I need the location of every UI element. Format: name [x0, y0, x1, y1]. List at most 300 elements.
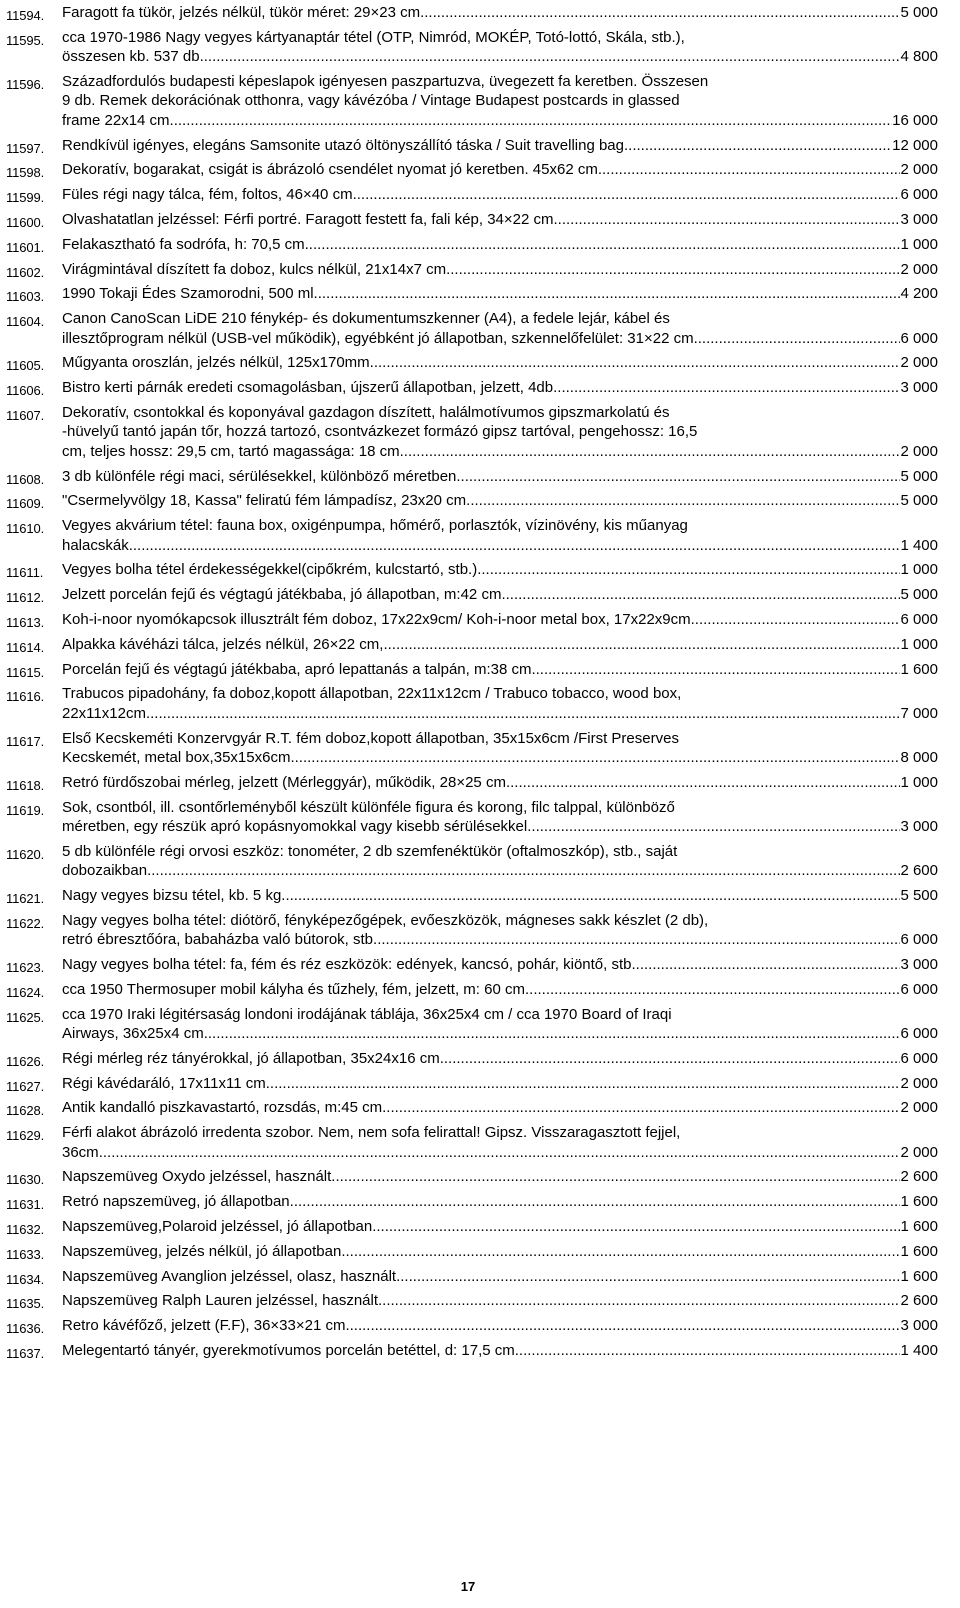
- lot-price: 2 000: [900, 161, 938, 179]
- dot-leader: [553, 378, 900, 397]
- lot-entry: [6, 1267, 938, 1286]
- lot-price: 3 000: [900, 955, 938, 973]
- lot-description-line: Műgyanta oroszlán, jelzés nélkül, 125x170mm: [62, 354, 370, 372]
- lot-number: 11597.: [6, 140, 45, 156]
- lot-price-line: [62, 1242, 938, 1261]
- lot-price: 5 500: [900, 886, 938, 904]
- lot-entry: [6, 610, 938, 629]
- lot-number: 11635.: [6, 1296, 45, 1312]
- lot-price: 1 600: [900, 660, 938, 678]
- lot-number: 11601.: [6, 239, 45, 255]
- lot-description: [62, 3, 938, 22]
- dot-leader: [531, 817, 900, 836]
- lot-description: [62, 660, 938, 679]
- lot-entry: [6, 378, 938, 397]
- lot-price-line: [62, 1024, 938, 1043]
- lot-number: 11626.: [6, 1053, 45, 1069]
- lot-price: 2 600: [900, 1292, 938, 1310]
- lot-number: 11609.: [6, 496, 45, 512]
- lot-price-line: [62, 886, 938, 905]
- lot-description: [62, 560, 938, 579]
- lot-price-line: [62, 704, 938, 723]
- lot-description: [62, 1341, 938, 1360]
- lot-description: [62, 955, 938, 974]
- lot-description-line: cca 1950 Thermosuper mobil kályha és tűzhely, fém, jelzett, m: 60 cm: [62, 980, 525, 998]
- lot-description: [62, 160, 938, 179]
- lot-description-line: 1990 Tokaji Édes Szamorodni, 500 ml: [62, 285, 314, 303]
- lot-description-line: Porcelán fejű és végtagú játékbaba, apró lepattanás a talpán, m:38 cm: [62, 660, 532, 678]
- lot-price: 2 600: [900, 1168, 938, 1186]
- lot-description: [62, 309, 938, 348]
- lot-description: [62, 1316, 938, 1335]
- lot-price: 16 000: [892, 111, 938, 129]
- lot-description: [62, 467, 938, 486]
- lot-price-line: [62, 1316, 938, 1335]
- dot-leader: [290, 1192, 901, 1211]
- lot-description-line: "Csermelyvölgy 18, Kassa" feliratú fém lámpadísz, 23x20 cm: [62, 492, 467, 510]
- lot-description: [62, 911, 938, 950]
- lot-entry: [6, 1098, 938, 1117]
- lot-price-line: [62, 185, 938, 204]
- lot-price: 5 000: [900, 467, 938, 485]
- lot-description-line: Füles régi nagy tálca, fém, foltos, 46×40 cm: [62, 186, 353, 204]
- dot-leader: [200, 47, 901, 66]
- lot-description-line: Virágmintával díszített fa doboz, kulcs nélkül, 21x14x7 cm: [62, 260, 447, 278]
- lot-description: [62, 210, 938, 229]
- lot-entry: [6, 842, 938, 881]
- lot-price: 5 000: [900, 586, 938, 604]
- lot-description-line: Nagy vegyes bolha tétel: fa, fém és réz eszközök: edények, kancsó, pohár, kiöntő, stb.: [62, 955, 636, 973]
- dot-leader: [531, 660, 900, 679]
- lot-price-line: [62, 930, 938, 949]
- page-number: 17: [460, 1579, 476, 1594]
- lot-price: 1 600: [900, 1267, 938, 1285]
- dot-leader: [396, 1267, 900, 1286]
- lot-number: 11611.: [6, 565, 44, 581]
- lot-price-line: [62, 585, 938, 604]
- lot-price: 1 000: [900, 235, 938, 253]
- lot-price-line: [62, 235, 938, 254]
- lot-price: 2 000: [900, 354, 938, 372]
- lot-description: [62, 1267, 938, 1286]
- lot-description: [62, 516, 938, 555]
- lot-description: [62, 491, 938, 510]
- dot-leader: [694, 329, 901, 348]
- dot-leader: [314, 284, 901, 303]
- lot-number: 11623.: [6, 959, 45, 975]
- lot-number: 11613.: [6, 614, 45, 630]
- lot-description-line: 5 db különféle régi orvosi eszköz: tonométer, 2 db szemfenéktükör (oftalmoszkóp), stb., saját: [62, 842, 678, 860]
- dot-leader: [99, 1143, 901, 1162]
- lot-entry: [6, 1242, 938, 1261]
- lot-description-line: Bistro kerti párnák eredeti csomagolásban, újszerű állapotban, jelzett, 4db: [62, 379, 554, 397]
- dot-leader: [420, 3, 900, 22]
- lot-description-line: Faragott fa tükör, jelzés nélkül, tükör méret: 29×23 cm: [62, 4, 421, 21]
- lot-price-line: [62, 817, 938, 836]
- lot-number: 11636.: [6, 1321, 45, 1337]
- lot-price-line: [62, 1267, 938, 1286]
- lot-description: [62, 980, 938, 999]
- dot-leader: [331, 1167, 900, 1186]
- lot-description: [62, 1049, 938, 1068]
- lot-description-line: Vegyes bolha tétel érdekességekkel(cipőkrém, kulcstartó, stb.): [62, 561, 478, 579]
- lot-entry: [6, 635, 938, 654]
- dot-leader: [341, 1242, 900, 1261]
- dot-leader: [147, 861, 900, 880]
- lot-description-line: halacskák: [62, 536, 129, 554]
- lot-description-line: Retro kávéfőző, jelzett (F.F), 36×33×21 cm: [62, 1317, 346, 1335]
- lot-description: [62, 842, 938, 881]
- dot-leader: [370, 353, 901, 372]
- lot-description-line: cca 1970 Iraki légitérsaság londoni irodájának táblája, 36x25x4 cm / cca 1970 Board of Iraqi: [62, 1005, 672, 1023]
- lot-price-line: [62, 467, 938, 486]
- lot-description-line: Antik kandalló piszkavastartó, rozsdás, m:45 cm: [62, 1099, 383, 1117]
- lot-description-line: Nagy vegyes bolha tétel: diótörő, fényképezőgépek, evőeszközök, mágneses sakk készlet (2 db),: [62, 911, 709, 929]
- lot-number: 11625.: [6, 1009, 45, 1025]
- lot-description: [62, 1291, 938, 1310]
- lot-price: 3 000: [900, 379, 938, 397]
- lot-description: [62, 773, 938, 792]
- lot-price: 12 000: [892, 136, 938, 154]
- lot-description: [62, 798, 938, 837]
- lot-description-line: Felakasztható fa sodrófa, h: 70,5 cm: [62, 235, 305, 253]
- lot-description: [62, 260, 938, 279]
- lot-price-line: [62, 1167, 938, 1186]
- lot-entry: [6, 467, 938, 486]
- dot-leader: [515, 1341, 901, 1360]
- dot-leader: [477, 560, 900, 579]
- lot-price-line: [62, 1143, 938, 1162]
- lot-description: [62, 235, 938, 254]
- lot-number: 11624.: [6, 984, 45, 1000]
- lot-description-line: 9 db. Remek dekorációnak otthonra, vagy kávézóba / Vintage Budapest postcards in glassed: [62, 92, 680, 110]
- dot-leader: [636, 955, 901, 974]
- lot-entry: [6, 560, 938, 579]
- lot-description-line: Napszemüveg Avanglion jelzéssel, olasz, használt: [62, 1267, 397, 1285]
- dot-leader: [624, 136, 892, 155]
- lot-price-line: [62, 1098, 938, 1117]
- lot-price: 2 000: [900, 442, 938, 460]
- lot-description-line: -hüvelyű tantó japán tőr, hozzá tartozó, csontvázkezet formázó gipsz tartóval, pengehossz: 16,5: [62, 423, 698, 441]
- lot-entry: [6, 1192, 938, 1211]
- lot-entry: [6, 160, 938, 179]
- dot-leader: [400, 442, 901, 461]
- lot-price-line: [62, 1192, 938, 1211]
- lot-price-line: [62, 861, 938, 880]
- lot-price-line: [62, 560, 938, 579]
- lot-price-line: [62, 160, 938, 179]
- lot-entry: [6, 1217, 938, 1236]
- lot-description-line: Retró fürdőszobai mérleg, jelzett (Mérleggyár), működik, 28×25 cm: [62, 773, 506, 791]
- dot-leader: [204, 1024, 901, 1043]
- lot-description-line: Sok, csontból, ill. csontőrleményből készült különféle figura és korong, filc talppal, különböző: [62, 798, 675, 816]
- lot-description: [62, 403, 938, 461]
- lot-description: [62, 1098, 938, 1117]
- lot-entry: [6, 773, 938, 792]
- lot-price-line: [62, 210, 938, 229]
- lot-entry: [6, 955, 938, 974]
- lot-price: 1 400: [900, 1341, 938, 1359]
- dot-leader: [501, 585, 900, 604]
- lot-number: 11618.: [6, 777, 45, 793]
- lot-number: 11634.: [6, 1271, 45, 1287]
- lot-description-line: cm, teljes hossz: 29,5 cm, tartó magassága: 18 cm: [62, 442, 400, 460]
- lot-price-line: [62, 1341, 938, 1360]
- lot-entry: [6, 684, 938, 723]
- dot-leader: [377, 930, 900, 949]
- lot-number: 11608.: [6, 471, 45, 487]
- lot-price: 1 000: [900, 561, 938, 579]
- dot-leader: [266, 1074, 901, 1093]
- lot-price-line: [62, 635, 938, 654]
- lot-number: 11615.: [6, 664, 45, 680]
- lot-description-line: Dekoratív, csontokkal és koponyával gazdagon díszített, halálmotívumos gipszmarkolatú és: [62, 403, 670, 421]
- lot-price-line: [62, 660, 938, 679]
- lot-price: 2 000: [900, 1143, 938, 1161]
- lot-description-line: Régi kávédaráló, 17x11x11 cm: [62, 1074, 266, 1092]
- lot-description-line: Dekoratív, bogarakat, csigát is ábrázoló csendélet nyomat jó keretben. 45x62 cm: [62, 161, 598, 179]
- lot-number: 11631.: [6, 1197, 45, 1213]
- lot-description-line: Napszemüveg, jelzés nélkül, jó állapotban: [62, 1242, 342, 1260]
- lot-number: 11605.: [6, 358, 45, 374]
- lot-description-line: Régi mérleg réz tányérokkal, jó állapotban, 35x24x16 cm: [62, 1049, 440, 1067]
- dot-leader: [598, 160, 901, 179]
- lot-price: 6 000: [900, 1049, 938, 1067]
- lot-price: 5 000: [900, 492, 938, 510]
- dot-leader: [553, 210, 900, 229]
- lot-entry: [6, 1123, 938, 1162]
- dot-leader: [345, 1316, 900, 1335]
- lot-description: [62, 585, 938, 604]
- dot-leader: [305, 235, 901, 254]
- lot-description: [62, 1167, 938, 1186]
- lot-entry: [6, 516, 938, 555]
- lot-entry: [6, 491, 938, 510]
- lot-price: 4 800: [900, 48, 938, 66]
- dot-leader: [466, 491, 900, 510]
- lot-price: 3 000: [900, 817, 938, 835]
- lot-price-line: [62, 980, 938, 999]
- lot-number: 11596.: [6, 77, 45, 92]
- dot-leader: [372, 1217, 900, 1236]
- lot-description-line: Vegyes akvárium tétel: fauna box, oxigénpumpa, hőmérő, porlasztók, vízinövény, kis műanyag: [62, 517, 688, 535]
- lot-description-line: Koh-i-noor nyomókapcsok illusztrált fém doboz, 17x22x9cm/ Koh-i-noor metal box, 17x22x9cm: [62, 610, 691, 628]
- lot-description: [62, 284, 938, 303]
- lot-number: 11619.: [6, 802, 45, 818]
- dot-leader: [382, 1098, 900, 1117]
- lot-description: [62, 729, 938, 768]
- lot-number: 11599.: [6, 190, 45, 206]
- lot-price: 1 600: [900, 1193, 938, 1211]
- lot-description-line: Nagy vegyes bizsu tétel, kb. 5 kg: [62, 886, 282, 904]
- lot-entry: [6, 28, 938, 67]
- lot-price: 1 600: [900, 1217, 938, 1235]
- lot-price-line: [62, 748, 938, 767]
- lot-price-line: [62, 3, 938, 22]
- lot-number: 11628.: [6, 1103, 45, 1119]
- lot-number: 11607.: [6, 407, 45, 423]
- lot-entry: [6, 886, 938, 905]
- lot-price: 2 600: [900, 862, 938, 880]
- lot-description-line: frame 22x14 cm: [62, 111, 170, 129]
- lot-price-line: [62, 353, 938, 372]
- lot-price-line: [62, 491, 938, 510]
- dot-leader: [383, 635, 900, 654]
- lot-description-line: Canon CanoScan LiDE 210 fénykép- és dokumentumszkenner (A4), a fedele lejár, kábel és: [62, 310, 670, 328]
- lot-entry: [6, 798, 938, 837]
- lot-number: 11620.: [6, 846, 45, 862]
- lot-description: [62, 28, 938, 67]
- lot-price-line: [62, 536, 938, 555]
- lot-entry: [6, 353, 938, 372]
- lot-description-line: Alpakka kávéházi tálca, jelzés nélkül, 26×22 cm,: [62, 635, 384, 653]
- lot-entry: [6, 980, 938, 999]
- dot-leader: [446, 260, 900, 279]
- dot-leader: [281, 886, 900, 905]
- lot-price-line: [62, 1049, 938, 1068]
- lot-number: 11604.: [6, 314, 45, 330]
- lot-description-line: Férfi alakot ábrázoló irredenta szobor. Nem, nem sofa felirattal! Gipsz. Visszaragasztott fejjel,: [62, 1124, 681, 1142]
- lot-entry: [6, 235, 938, 254]
- dot-leader: [146, 704, 901, 723]
- lot-entry: [6, 210, 938, 229]
- dot-leader: [170, 111, 893, 130]
- lot-number: 11616.: [6, 689, 45, 705]
- lot-price: 6 000: [900, 186, 938, 204]
- lot-entry: [6, 284, 938, 303]
- lot-entry: [6, 136, 938, 155]
- lot-number: 11637.: [6, 1345, 45, 1361]
- lot-description: [62, 1217, 938, 1236]
- lot-price: 4 200: [900, 285, 938, 303]
- lot-number: 11610.: [6, 521, 45, 537]
- lot-price: 5 000: [900, 4, 938, 21]
- lot-description-line: méretben, egy részük apró kopásnyomokkal vagy kisebb sérülésekkel.: [62, 817, 532, 835]
- lot-entry: [6, 729, 938, 768]
- lot-price: 6 000: [900, 610, 938, 628]
- lot-number: 11603.: [6, 289, 45, 305]
- lot-price-line: [62, 610, 938, 629]
- lot-price: 6 000: [900, 980, 938, 998]
- lot-number: 11632.: [6, 1221, 45, 1237]
- lot-price-line: [62, 111, 938, 130]
- lot-description-line: Első Kecskeméti Konzervgyár R.T. fém doboz,kopott állapotban, 35x15x6cm /First Preserves: [62, 729, 679, 747]
- lot-description-line: Olvashatatlan jelzéssel: Férfi portré. Faragott festett fa, fali kép, 34×22 cm: [62, 211, 554, 228]
- lot-price-line: [62, 1217, 938, 1236]
- lot-description-line: Jelzett porcelán fejű és végtagú játékbaba, jó állapotban, m:42 cm: [62, 586, 502, 604]
- lot-number: 11622.: [6, 915, 45, 931]
- lot-price-line: [62, 47, 938, 66]
- lot-price-line: [62, 284, 938, 303]
- lot-description: [62, 1192, 938, 1211]
- lot-description-line: Napszemüveg,Polaroid jelzéssel, jó állapotban: [62, 1217, 373, 1235]
- dot-leader: [129, 536, 901, 555]
- lot-number: 11627.: [6, 1078, 45, 1094]
- lot-number: 11621.: [6, 890, 45, 906]
- lot-description-line: Trabucos pipadohány, fa doboz,kopott állapotban, 22x11x12cm / Trabuco tobacco, wood box,: [62, 685, 682, 703]
- lot-price: 1 000: [900, 635, 938, 653]
- lot-entry: [6, 1291, 938, 1310]
- lot-entry: [6, 260, 938, 279]
- lot-entry: [6, 585, 938, 604]
- lot-description-line: összesen kb. 537 db: [62, 48, 200, 66]
- lot-price: 6 000: [900, 1024, 938, 1042]
- lot-number: 11595.: [6, 32, 45, 48]
- lot-price: 1 000: [900, 773, 938, 791]
- lot-price-line: [62, 136, 938, 155]
- lot-description-line: Melegentartó tányér, gyerekmotívumos porcelán betéttel, d: 17,5 cm: [62, 1341, 515, 1359]
- lot-description: [62, 1074, 938, 1093]
- lot-number: 11594.: [6, 8, 45, 23]
- lot-price: 2 000: [900, 1074, 938, 1092]
- lot-description: [62, 1005, 938, 1044]
- lot-number: 11633.: [6, 1246, 45, 1262]
- lot-description-line: 3 db különféle régi maci, sérülésekkel, különböző méretben: [62, 467, 457, 485]
- lot-number: 11617.: [6, 733, 45, 749]
- dot-leader: [378, 1291, 900, 1310]
- lot-description-line: 22x11x12cm: [62, 704, 146, 722]
- lot-description: [62, 610, 938, 629]
- lot-entry: [6, 403, 938, 461]
- lot-description: [62, 353, 938, 372]
- lot-price: 7 000: [900, 704, 938, 722]
- lot-price: 6 000: [900, 931, 938, 949]
- lot-price: 3 000: [900, 211, 938, 228]
- lot-price-line: [62, 955, 938, 974]
- lot-price: 2 000: [900, 1099, 938, 1117]
- lot-description: [62, 1123, 938, 1162]
- lot-description-line: Századfordulós budapesti képeslapok igényesen paszpartuzva, üvegezett fa keretben. Összesen: [62, 73, 709, 90]
- lot-number: 11598.: [6, 165, 45, 181]
- lot-entry: [6, 660, 938, 679]
- lot-entry: [6, 1005, 938, 1044]
- dot-leader: [353, 185, 901, 204]
- lot-description-line: illesztőprogram nélkül (USB-vel működik), egyébként jó állapotban, szkennelőfelület: 31×22 cm: [62, 329, 694, 347]
- lot-entry: [6, 1074, 938, 1093]
- lot-entry: [6, 3, 938, 22]
- lot-description-line: Retró napszemüveg, jó állapotban: [62, 1193, 290, 1211]
- lot-price: 2 000: [900, 260, 938, 278]
- dot-leader: [506, 773, 901, 792]
- lot-description-line: Napszemüveg Oxydo jelzéssel, használt: [62, 1168, 332, 1186]
- lot-price-line: [62, 378, 938, 397]
- lot-number: 11600.: [6, 215, 45, 230]
- lot-entry: [6, 1341, 938, 1360]
- lot-price-line: [62, 329, 938, 348]
- lot-entry: [6, 1049, 938, 1068]
- lot-description-line: Rendkívül igényes, elegáns Samsonite utazó öltönyszállító táska / Suit travelling bag: [62, 136, 624, 154]
- lot-price-line: [62, 1291, 938, 1310]
- dot-leader: [525, 980, 900, 999]
- lot-description: [62, 72, 938, 130]
- lot-number: 11630.: [6, 1172, 45, 1188]
- lot-description-line: dobozaikban: [62, 862, 148, 880]
- lot-description: [62, 378, 938, 397]
- lot-entry: [6, 72, 938, 130]
- lot-price: 1 400: [900, 536, 938, 554]
- dot-leader: [440, 1049, 901, 1068]
- lot-number: 11612.: [6, 590, 45, 606]
- lot-description: [62, 635, 938, 654]
- lot-price-line: [62, 773, 938, 792]
- lot-description-line: Airways, 36x25x4 cm: [62, 1024, 204, 1042]
- lot-number: 11606.: [6, 383, 45, 399]
- lot-price: 8 000: [900, 748, 938, 766]
- lot-description-line: retró ébresztőóra, babaházba való bútorok, stb.: [62, 931, 378, 949]
- lot-number: 11602.: [6, 264, 45, 280]
- lot-description: [62, 185, 938, 204]
- lot-entry: [6, 911, 938, 950]
